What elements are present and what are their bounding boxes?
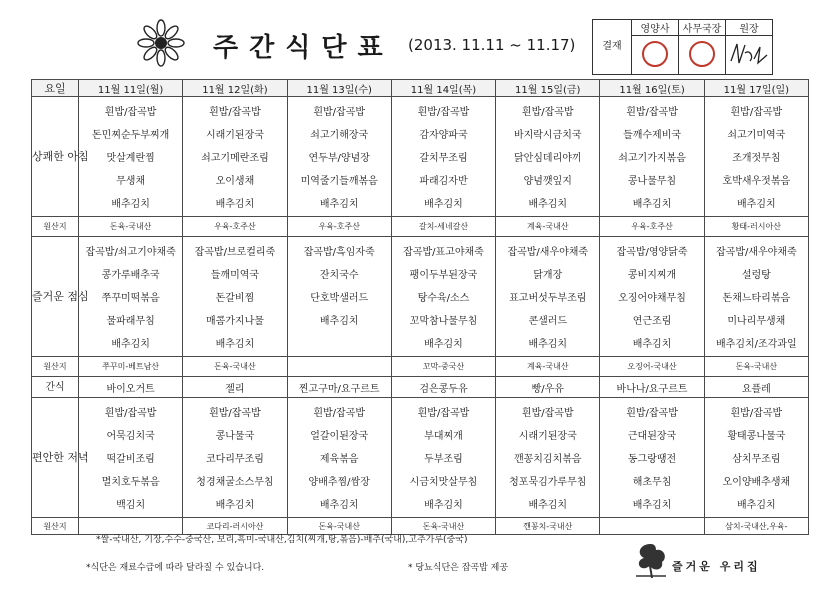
- dish-item: 청경채굴소스무침: [196, 477, 274, 488]
- dish-item: 배추김치: [424, 199, 463, 210]
- brand-logo-icon: [632, 540, 670, 580]
- origin-cell: [600, 518, 704, 535]
- dish-item: 호박새우젓볶음: [722, 176, 791, 187]
- meal-cell: [704, 398, 808, 518]
- snack-row: [32, 377, 809, 398]
- dish-item: 들깨미역국: [210, 270, 260, 281]
- dish-item: 잔치국수: [319, 270, 359, 281]
- dish-item: 배추김치: [737, 500, 776, 511]
- dietitian-stamp-cell: [632, 36, 679, 75]
- meal-label-lunch: 즐거운 점심: [32, 237, 79, 357]
- dish-list: [496, 237, 599, 356]
- dish-item: 감자양파국: [419, 130, 468, 141]
- dish-item: 갈치무조림: [419, 153, 468, 164]
- dish-item: 동그랑땡전: [627, 454, 677, 465]
- dish-item: 바지락시금치국: [513, 130, 582, 141]
- dish-item: 들깨수제비국: [623, 130, 682, 141]
- meal-cell: [287, 237, 391, 357]
- dish-item: 제육볶음: [319, 454, 359, 465]
- dish-item: 탕수육/소스: [417, 293, 470, 304]
- meal-cell: [183, 97, 287, 217]
- meal-cell: [391, 398, 495, 518]
- dish-item: 잡곡밥/브로컬리죽: [194, 247, 276, 258]
- dish-item: 무생채: [116, 176, 146, 187]
- dish-list: [600, 398, 703, 517]
- approval-role-dietitian: 영양사: [632, 20, 679, 36]
- day-header: 11월 13일(수): [287, 80, 391, 97]
- dish-item: 미역줄기들깨볶음: [300, 176, 378, 187]
- dish-item: 흰밥/잡곡밥: [626, 107, 678, 118]
- dish-list: [600, 237, 703, 356]
- dinner-row: [32, 398, 809, 518]
- meal-cell: [79, 237, 183, 357]
- dish-item: 흰밥/잡곡밥: [521, 408, 574, 419]
- dish-item: 배추김치: [215, 199, 255, 210]
- dish-item: 쇠고기해장국: [310, 130, 369, 141]
- meal-cell: [391, 97, 495, 217]
- meal-label-dinner: 편안한 저녁: [32, 398, 79, 518]
- dish-item: 흰밥/잡곡밥: [417, 107, 470, 118]
- dish-list: [600, 97, 703, 216]
- dish-item: 돈채느타리볶음: [722, 293, 791, 304]
- snack-cell: 바나나/요구르트: [600, 377, 704, 398]
- snack-cell: 검은콩두유: [391, 377, 495, 398]
- origin-label: 원산지: [32, 357, 79, 377]
- day-header: 11월 17일(일): [704, 80, 808, 97]
- day-header: 11월 12일(화): [183, 80, 287, 97]
- dish-item: 배추김치: [215, 500, 255, 511]
- origin-label: 원산지: [32, 518, 79, 535]
- dish-item: 연두부/양념장: [308, 153, 370, 164]
- dish-item: 닭개장: [533, 270, 563, 281]
- dish-item: 파래김자반: [419, 176, 468, 187]
- snack-cell: 요플레: [704, 377, 808, 398]
- meal-cell: [287, 398, 391, 518]
- dish-item: 쇠고기가지볶음: [618, 153, 686, 164]
- dish-item: 삼치무조림: [732, 454, 781, 465]
- dish-list: [705, 97, 808, 216]
- dish-list: [392, 398, 495, 517]
- origin-cell: 쭈꾸미-베트남산: [79, 357, 183, 377]
- origin-cell: 돈육-국내산: [704, 357, 808, 377]
- red-stamp-icon: [689, 41, 715, 67]
- dish-item: 표고버섯두부조림: [509, 293, 587, 304]
- meal-label-snack: 간식: [32, 377, 79, 398]
- day-header: 11월 15일(금): [496, 80, 600, 97]
- dish-item: 쇠고기메란조림: [201, 153, 269, 164]
- dish-list: [705, 237, 808, 356]
- signature-icon: [728, 39, 770, 69]
- origin-cell: 우육-호주산: [287, 217, 391, 237]
- meal-cell: [704, 97, 808, 217]
- dish-list: [288, 398, 391, 517]
- dish-item: 배추김치: [319, 500, 359, 511]
- date-range: (2013. 11.11 ~ 11.17): [408, 36, 576, 54]
- dish-item: 잡곡밥/표고야채죽: [403, 247, 484, 258]
- dish-item: 배추김치/조각과일: [716, 339, 797, 350]
- origin-cell: 꼬막-중국산: [391, 357, 495, 377]
- meal-cell: [391, 237, 495, 357]
- dish-item: 미나리무생채: [727, 316, 786, 327]
- meal-cell: [496, 97, 600, 217]
- origin-cell: 코다리-러시아산: [183, 518, 287, 535]
- dish-item: 흰밥/잡곡밥: [209, 408, 261, 419]
- menu-change-note: *식단은 재료수급에 따라 달라질 수 있습니다.: [86, 563, 265, 573]
- dish-item: 시금치맛살무침: [409, 477, 478, 488]
- dish-item: 얼갈이된장국: [310, 431, 369, 442]
- dish-item: 꼬막참나물무침: [409, 316, 478, 327]
- snack-cell: 찐고구마/요구르트: [287, 377, 391, 398]
- dish-list: [79, 237, 182, 356]
- meal-cell: [287, 97, 391, 217]
- meal-cell: [600, 398, 704, 518]
- dish-item: 맛살계란찜: [106, 153, 155, 164]
- dish-item: 잡곡밥/쇠고기야채죽: [85, 247, 176, 258]
- meal-cell: [79, 97, 183, 217]
- weekly-menu-table: [31, 79, 809, 535]
- dish-item: 청포묵김가루무침: [509, 477, 587, 488]
- dish-item: 잡곡밥/새우야채죽: [716, 247, 797, 258]
- origin-cell: 우육-호주산: [600, 217, 704, 237]
- dish-item: 설렁탕: [741, 270, 771, 281]
- dish-item: 배추김치: [528, 339, 568, 350]
- snack-cell: 젤리: [183, 377, 287, 398]
- dish-item: 멸치호두볶음: [101, 477, 160, 488]
- dish-item: 콩비지찌개: [627, 270, 677, 281]
- dish-item: 부대찌개: [424, 431, 463, 442]
- dish-item: 흰밥/잡곡밥: [417, 408, 470, 419]
- dish-item: 시래기된장국: [518, 431, 577, 442]
- breakfast-row: [32, 97, 809, 217]
- origin-cell: [287, 357, 391, 377]
- dish-item: 오이생채: [215, 176, 255, 187]
- dish-item: 쭈꾸미떡볶음: [101, 293, 160, 304]
- dish-item: 배추김치: [319, 316, 359, 327]
- dish-item: 배추김치: [424, 339, 463, 350]
- dish-item: 배추김치: [632, 339, 672, 350]
- dish-list: [183, 237, 286, 356]
- dish-list: [496, 97, 599, 216]
- meal-cell: [183, 237, 287, 357]
- origin-cell: 황태-러시아산: [704, 217, 808, 237]
- dish-item: 콩가루배추국: [101, 270, 160, 281]
- approval-role-manager: 사무국장: [679, 20, 726, 36]
- dish-item: 돈민찌순두부찌개: [92, 130, 170, 141]
- origin-cell: 깬꽁치-국내산: [496, 518, 600, 535]
- dish-item: 배추김치: [737, 199, 776, 210]
- meal-cell: [496, 398, 600, 518]
- dish-item: 양념깻잎지: [523, 176, 572, 187]
- dish-item: 흰밥/잡곡밥: [104, 107, 157, 118]
- dish-item: 콩나물무침: [627, 176, 677, 187]
- dish-item: 연근조림: [632, 316, 672, 327]
- dish-item: 두부조림: [424, 454, 463, 465]
- daisy-logo-icon: [136, 18, 186, 68]
- director-signature-cell: [726, 36, 773, 75]
- lunch-row: [32, 237, 809, 357]
- dish-item: 황태콩나물국: [727, 431, 786, 442]
- dish-item: 해초무침: [632, 477, 672, 488]
- dish-item: 배추김치: [424, 500, 463, 511]
- dish-item: 배추김치: [111, 339, 150, 350]
- origin-row-lunch: [32, 357, 809, 377]
- header-row: [32, 80, 809, 97]
- origin-row-breakfast: [32, 217, 809, 237]
- origin-note: *쌀-국내산, 기장,수수-중국산, 보리,흑미-국내산,김치(찌개,탕,볶음)-배추(국내),고추가루(중국): [96, 535, 468, 545]
- meal-cell: [600, 97, 704, 217]
- dish-item: 시래기된장국: [205, 130, 264, 141]
- origin-cell: 돈육-국내산: [183, 357, 287, 377]
- dish-item: 오징어야채무침: [618, 293, 686, 304]
- origin-cell: 오징어-국내산: [600, 357, 704, 377]
- origin-cell: 돈육-국내산: [287, 518, 391, 535]
- snack-cell: 바이오거트: [79, 377, 183, 398]
- dish-item: 배추김치: [632, 500, 672, 511]
- dish-list: [79, 97, 182, 216]
- meal-cell: [79, 398, 183, 518]
- approval-box: [592, 19, 773, 75]
- dish-item: 콩나물국: [215, 431, 255, 442]
- dish-item: 양배추찜/쌈장: [308, 477, 370, 488]
- meal-cell: [183, 398, 287, 518]
- origin-cell: 삼치-국내산,우육-: [704, 518, 808, 535]
- dish-list: [705, 398, 808, 517]
- day-header: 11월 16일(토): [600, 80, 704, 97]
- dish-item: 배추김치: [528, 199, 568, 210]
- dish-item: 콘샐러드: [528, 316, 568, 327]
- dish-item: 잡곡밥/새우야채죽: [507, 247, 589, 258]
- dish-item: 물파래무침: [106, 316, 155, 327]
- meal-label-breakfast: 상쾌한 아침: [32, 97, 79, 217]
- snack-cell: 빵/우유: [496, 377, 600, 398]
- dish-item: 단호박샐러드: [310, 293, 369, 304]
- origin-label: 원산지: [32, 217, 79, 237]
- approval-role-director: 원장: [726, 20, 773, 36]
- dish-item: 흰밥/잡곡밥: [730, 107, 783, 118]
- dish-item: 잡곡밥/흑임자죽: [303, 247, 375, 258]
- origin-cell: 계육-국내산: [496, 217, 600, 237]
- dish-item: 배추김치: [215, 339, 255, 350]
- diabetic-note: * 당뇨식단은 잡곡밥 제공: [408, 563, 509, 573]
- dish-item: 흰밥/잡곡밥: [313, 408, 366, 419]
- weekday-corner: 요일: [32, 80, 79, 97]
- dish-item: 매콤가지나물: [205, 316, 264, 327]
- dish-item: 흰밥/잡곡밥: [104, 408, 157, 419]
- dish-list: [288, 237, 391, 333]
- day-header: 11월 14일(목): [391, 80, 495, 97]
- red-stamp-icon: [642, 41, 668, 67]
- dish-item: 오이양배추생채: [722, 477, 791, 488]
- manager-stamp-cell: [679, 36, 726, 75]
- dish-item: 깬꽁치김치볶음: [513, 454, 582, 465]
- dish-list: [183, 97, 286, 216]
- dish-item: 백김치: [116, 500, 146, 511]
- day-header: 11월 11일(월): [79, 80, 183, 97]
- dish-item: 배추김치: [528, 500, 568, 511]
- brand-name: 즐거운 우리집: [672, 560, 761, 573]
- origin-cell: 우육-호주산: [183, 217, 287, 237]
- origin-cell: 갈치-세네갈산: [391, 217, 495, 237]
- dish-list: [392, 97, 495, 216]
- dish-item: 돈갈비찜: [215, 293, 255, 304]
- dish-list: [496, 398, 599, 517]
- page-title: 주간식단표: [213, 33, 394, 63]
- dish-item: 떡갈비조림: [106, 454, 155, 465]
- dish-item: 쇠고기미역국: [727, 130, 786, 141]
- dish-item: 배추김치: [111, 199, 150, 210]
- dish-item: 흰밥/잡곡밥: [313, 107, 366, 118]
- origin-cell: 계육-국내산: [496, 357, 600, 377]
- origin-cell: 돈육-국내산: [79, 217, 183, 237]
- origin-cell: 돈육-국내산: [391, 518, 495, 535]
- dish-item: 잡곡밥/영양닭죽: [616, 247, 688, 258]
- approval-label: 결재: [593, 20, 632, 75]
- dish-item: 팽이두부된장국: [409, 270, 478, 281]
- dish-item: 조개젓무침: [732, 153, 781, 164]
- dish-list: [288, 97, 391, 216]
- dish-item: 흰밥/잡곡밥: [730, 408, 783, 419]
- dish-item: 코다리무조림: [205, 454, 264, 465]
- dish-item: 근대된장국: [627, 431, 677, 442]
- dish-item: 어묵김치국: [106, 431, 155, 442]
- meal-cell: [496, 237, 600, 357]
- dish-item: 닭안심데리야끼: [513, 153, 582, 164]
- meal-cell: [600, 237, 704, 357]
- dish-item: 흰밥/잡곡밥: [626, 408, 678, 419]
- dish-item: 배추김치: [319, 199, 359, 210]
- dish-item: 흰밥/잡곡밥: [209, 107, 261, 118]
- dish-list: [183, 398, 286, 517]
- meal-cell: [704, 237, 808, 357]
- dish-list: [79, 398, 182, 517]
- dish-list: [392, 237, 495, 356]
- dish-item: 흰밥/잡곡밥: [521, 107, 574, 118]
- dish-item: 배추김치: [632, 199, 672, 210]
